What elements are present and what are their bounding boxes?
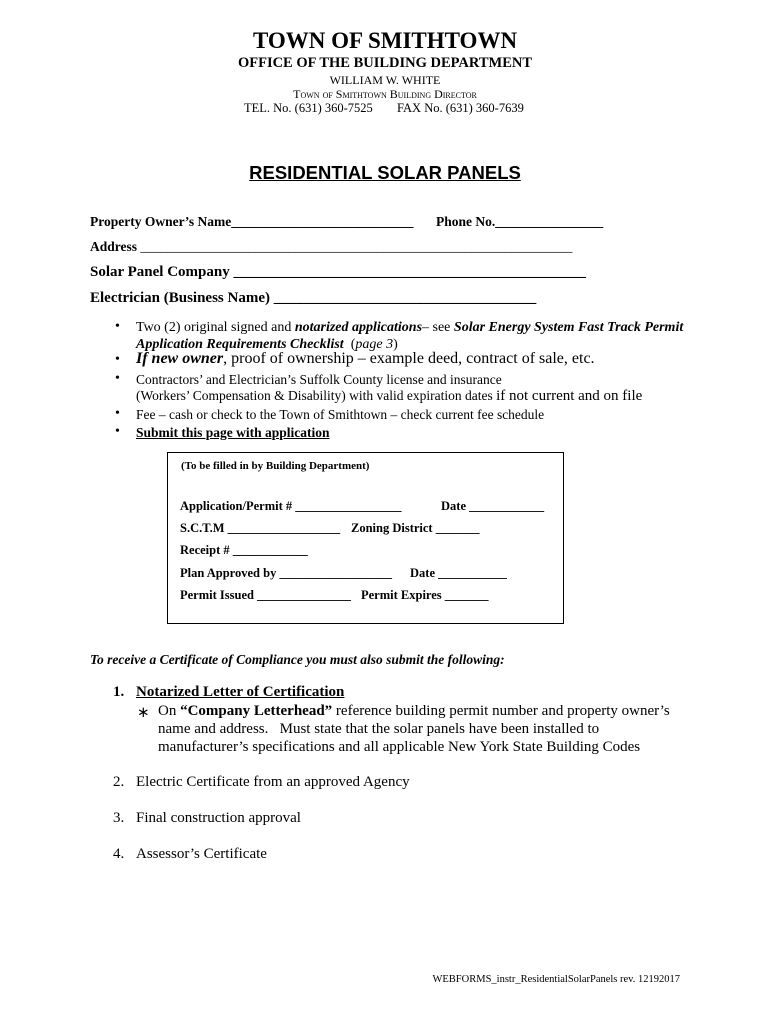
bullet-text: ( <box>350 337 356 352</box>
office-use-note: (To be filled in by Building Department) <box>181 460 370 472</box>
bullet-applications <box>136 319 683 353</box>
item-number: 2. <box>113 774 125 790</box>
bullet-icon: • <box>115 352 120 367</box>
bullet-new-owner <box>136 350 595 367</box>
bullet-text: (Workers’ Compensation & Disability) with valid expiration dates <box>136 388 497 403</box>
asterisk-icon: ∗ <box>137 705 150 721</box>
item-text: reference building permit number and property owner’s <box>332 703 670 719</box>
bullet-fee: Fee – cash or check to the Town of Smithtown – check current fee schedule <box>136 407 545 422</box>
item-number: 1. <box>113 684 125 700</box>
bullet-icon: • <box>115 424 120 439</box>
address-line: ________________________________________________________________ <box>140 239 573 254</box>
bullet-text: Two (2) original signed and <box>136 320 295 335</box>
telephone: TEL. No. (631) 360-7525 <box>244 101 373 115</box>
owner-name-field <box>90 214 413 230</box>
footer-form-id: WEBFORMS_instr_ResidentialSolarPanels rev. 12192017 <box>432 974 680 985</box>
permit-expires-field: Permit Expires _______ <box>361 588 489 602</box>
item-assessor-certificate: Assessor’s Certificate <box>136 846 267 862</box>
permit-issued-field: Permit Issued _______________ <box>180 588 351 602</box>
owner-name-line: ___________________________ <box>231 214 414 229</box>
item-final-approval: Final construction approval <box>136 810 301 826</box>
office-heading: OFFICE OF THE BUILDING DEPARTMENT <box>237 55 533 71</box>
bullet-text: – see <box>422 320 454 335</box>
director-name: WILLIAM W. WHITE <box>329 73 441 87</box>
solar-company-label: Solar Panel Company <box>90 264 230 280</box>
electrician-field <box>90 290 536 307</box>
sctm-field: S.C.T.M __________________ <box>180 521 341 535</box>
phone-label: Phone No. <box>436 214 496 229</box>
item-number: 4. <box>113 846 125 862</box>
date-field: Date ___________ <box>410 566 507 580</box>
address-field <box>90 239 572 255</box>
phone-line: ________________ <box>495 214 604 229</box>
bullet-icon: • <box>115 319 120 334</box>
letterhead-text <box>158 703 670 720</box>
bullet-icon: • <box>115 406 120 421</box>
bullet-license-cont <box>136 387 642 405</box>
letterhead-emphasis: “Company Letterhead” <box>180 703 333 719</box>
address-label: Address <box>90 239 138 254</box>
phone-field <box>436 214 603 230</box>
item-number: 3. <box>113 810 125 826</box>
electrician-label: Electrician (Business Name) <box>90 290 270 306</box>
bullet-text: ) <box>393 337 398 352</box>
letterhead-text-cont: manufacturer’s specifications and all applicable New York State Building Codes <box>158 739 641 755</box>
electrician-line: ___________________________________ <box>273 290 537 306</box>
fax: FAX No. (631) 360-7639 <box>397 101 524 115</box>
checklist-title: Solar Energy System Fast Track Permit <box>453 320 684 335</box>
bullet-text: if not current and on file <box>496 388 643 404</box>
plan-approved-field: Plan Approved by __________________ <box>180 566 392 580</box>
item-notarized-letter: Notarized Letter of Certification <box>136 684 345 700</box>
new-owner-text: If new owner <box>136 350 224 367</box>
item-text: On <box>158 703 181 719</box>
checklist-title: Application Requirements Checklist <box>136 337 344 352</box>
solar-company-field <box>90 264 586 281</box>
app-permit-field: Application/Permit # _________________ <box>180 499 402 513</box>
date-field: Date ____________ <box>441 499 545 513</box>
receipt-field: Receipt # ____________ <box>180 543 308 557</box>
zoning-field: Zoning District _______ <box>351 521 480 535</box>
notarized-text: notarized applications <box>294 320 423 335</box>
bullet-text: Contractors’ and Electrician’s Suffolk County license and insurance <box>136 372 502 387</box>
page-title: RESIDENTIAL SOLAR PANELS <box>249 162 521 183</box>
owner-name-label: Property Owner’s Name <box>90 214 232 229</box>
item-electric-certificate: Electric Certificate from an approved Agency <box>136 774 410 790</box>
letterhead-text-cont: name and address. Must state that the solar panels have been installed to <box>158 721 600 737</box>
bullet-icon: • <box>115 371 120 386</box>
bullet-submit: Submit this page with application <box>136 425 330 440</box>
director-title: Town of Smithtown Building Director <box>293 87 477 101</box>
bullet-license <box>136 371 502 388</box>
bullet-text: , proof of ownership – example deed, contract of sale, etc. <box>223 350 595 367</box>
town-heading: TOWN OF SMITHTOWN <box>252 28 518 53</box>
solar-company-line: _______________________________________________ <box>233 264 586 280</box>
compliance-intro: To receive a Certificate of Compliance you must also submit the following: <box>90 652 505 667</box>
page-ref: page 3 <box>355 337 394 352</box>
